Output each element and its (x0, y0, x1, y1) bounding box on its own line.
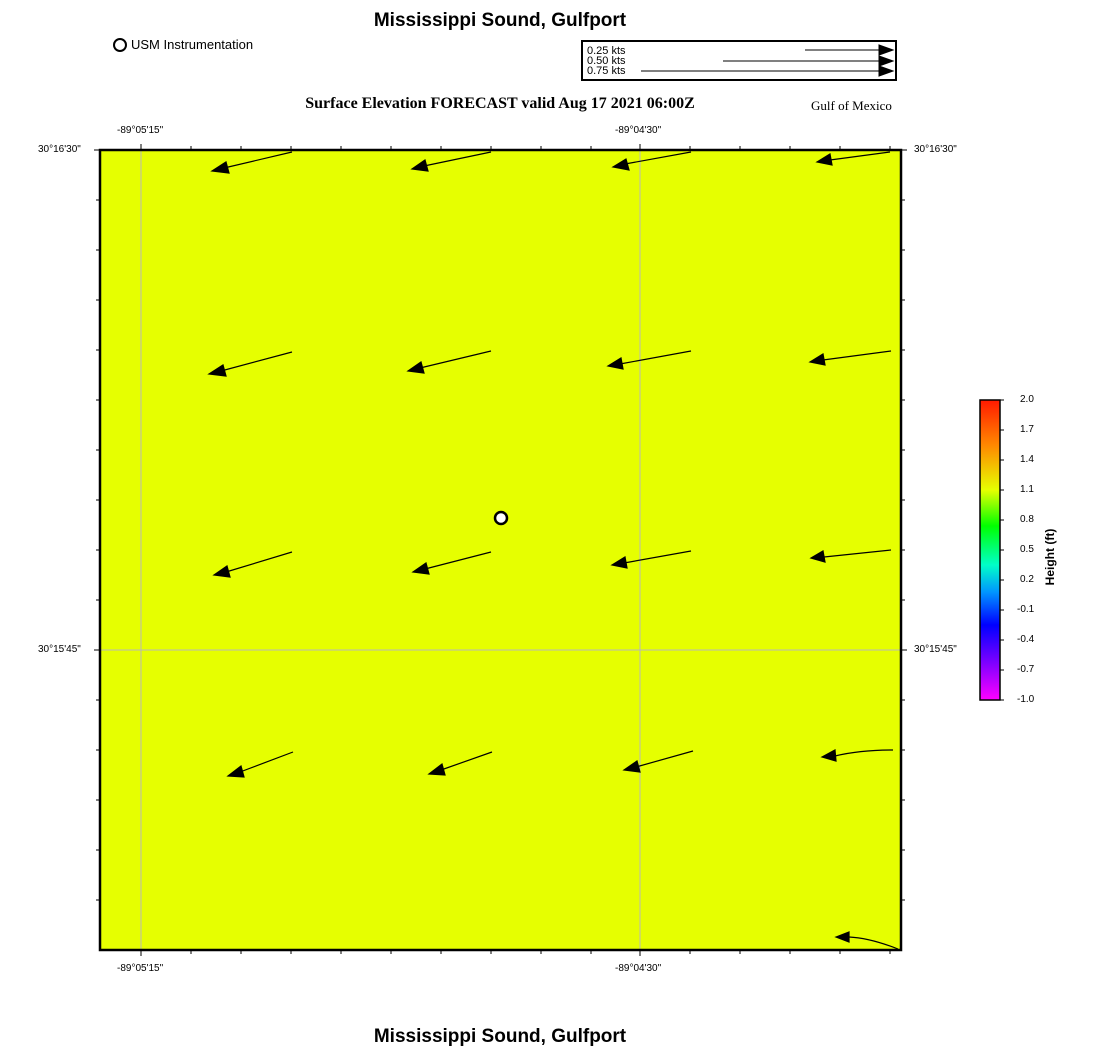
forecast-title: Surface Elevation FORECAST valid Aug 17 2021 06:00Z (305, 95, 695, 112)
y-tick-label-right: 30°16'30" (914, 144, 957, 155)
x-tick-label-top: -89°05'15" (117, 125, 164, 136)
station-legend-label: USM Instrumentation (131, 37, 254, 52)
map-fill (100, 150, 901, 950)
region-label: Gulf of Mexico (811, 98, 892, 113)
colorbar-scale (980, 400, 1000, 700)
colorbar-label: 2.0 (1020, 394, 1034, 405)
station-marker (495, 512, 507, 524)
y-tick-label-right: 30°15'45" (914, 644, 957, 655)
colorbar-label: 0.5 (1020, 544, 1034, 555)
x-tick-label-top: -89°04'30" (615, 125, 662, 136)
colorbar-label: 1.7 (1020, 424, 1034, 435)
colorbar-label: -0.4 (1017, 634, 1035, 645)
colorbar (980, 400, 1004, 700)
map-title: Mississippi Sound, Gulfport (373, 10, 627, 31)
colorbar-label: -1.0 (1017, 694, 1035, 705)
map-footer-title: Mississippi Sound, Gulfport (373, 1026, 627, 1047)
vector-legend-label: 0.25 kts (587, 45, 626, 57)
vector-legend-label: 0.50 kts (587, 55, 626, 67)
y-tick-label-left: 30°16'30" (38, 144, 81, 155)
colorbar-label: 0.2 (1020, 574, 1034, 585)
colorbar-label: 1.1 (1020, 484, 1034, 495)
x-tick-label-bottom: -89°04'30" (615, 963, 662, 974)
y-tick-label-left: 30°15'45" (38, 644, 81, 655)
colorbar-label: -0.7 (1017, 664, 1035, 675)
colorbar-label: -0.1 (1017, 604, 1035, 615)
x-tick-label-bottom: -89°05'15" (117, 963, 164, 974)
colorbar-label: 0.8 (1020, 514, 1034, 525)
colorbar-label: 1.4 (1020, 454, 1034, 465)
colorbar-title: Height (ft) (1043, 528, 1057, 586)
vector-legend-label: 0.75 kts (587, 65, 626, 77)
